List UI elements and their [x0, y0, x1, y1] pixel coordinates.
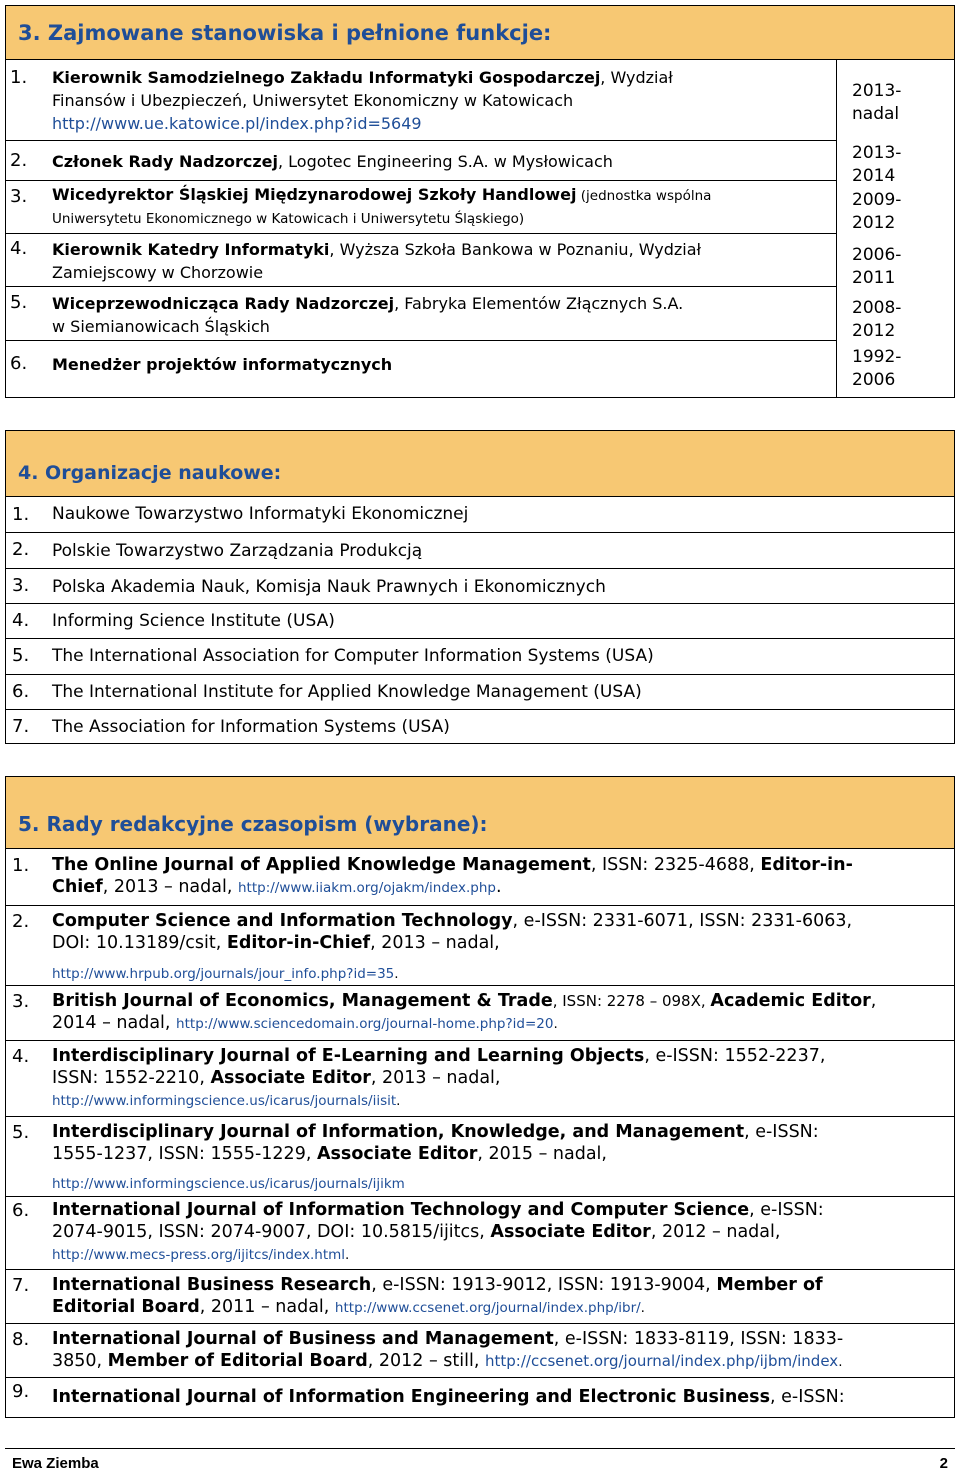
position-detail: , Fabryka Elementów Złącznych S.A.	[394, 294, 684, 313]
org-name: Naukowe Towarzystwo Informatyki Ekonomicznej	[52, 504, 469, 524]
position-title: Wicedyrektor Śląskiej Międzynarodowej Szkoły Handlowej	[52, 185, 577, 204]
year-end: 2006	[852, 370, 896, 390]
journal-title: Computer Science and Information Technology	[52, 911, 513, 931]
journal-row-1	[6, 849, 954, 905]
journal-title: International Journal of Information Engineering and Electronic Business	[52, 1387, 771, 1407]
journal-end: .	[394, 966, 399, 982]
journal-period: 2014 – nadal,	[52, 1013, 177, 1033]
journal-row-6	[6, 1196, 954, 1269]
item-number: 2.	[12, 539, 30, 560]
journal-row-8	[6, 1323, 954, 1377]
journal-role: Editor-in-Chief	[226, 933, 371, 953]
org-row	[6, 709, 954, 744]
position-detail: , Wyższa Szkoła Bankowa w Poznaniu, Wydział	[329, 240, 702, 259]
journal-text	[52, 1121, 948, 1195]
position-text	[52, 150, 832, 173]
journal-issn2: ISSN: 1552-2210,	[52, 1068, 211, 1088]
item-number: 4.	[12, 1046, 30, 1067]
position-detail: , Logotec Engineering S.A. w Mysłowicach	[277, 152, 613, 171]
org-name: Informing Science Institute (USA)	[52, 611, 335, 631]
position-title: Kierownik Katedry Informatyki	[52, 240, 330, 259]
journal-role-end: ,	[870, 991, 877, 1011]
years-6	[852, 346, 901, 392]
year-end: 2012	[852, 213, 896, 233]
position-detail-line2: w Siemianowicach Śląskich	[52, 317, 270, 336]
position-title: Członek Rady Nadzorczej	[52, 152, 278, 171]
journal-period: , 2012 – nadal,	[650, 1222, 781, 1242]
year-start: 2009-	[852, 190, 902, 210]
journal-link[interactable]: http://www.iiakm.org/ojakm/index.php	[237, 880, 496, 896]
journal-text	[52, 1274, 948, 1319]
item-number: 6.	[12, 1200, 30, 1221]
journal-period: , 2012 – still,	[367, 1351, 485, 1371]
position-text	[52, 66, 832, 135]
item-number: 2.	[12, 911, 30, 932]
journal-role: Associate Editor	[316, 1144, 478, 1164]
journal-end: .	[838, 1354, 843, 1370]
journal-issn: , e-ISSN: 1913-9012, ISSN: 1913-9004,	[371, 1275, 717, 1295]
item-number: 4.	[10, 238, 28, 259]
year-start: 2013-	[852, 81, 902, 101]
journal-text	[52, 990, 948, 1035]
journal-period: , 2013 – nadal,	[370, 933, 500, 953]
journal-end: .	[345, 1247, 350, 1263]
journal-end: .	[495, 877, 502, 897]
item-number: 5.	[10, 292, 28, 313]
item-number: 8.	[12, 1329, 30, 1350]
item-number: 1.	[12, 855, 30, 876]
journal-issn: , e-ISSN: 1552-2237,	[644, 1046, 826, 1066]
year-end: nadal	[852, 104, 900, 124]
journal-link[interactable]: http://www.mecs-press.org/ijitcs/index.html	[52, 1247, 346, 1263]
org-row	[6, 674, 954, 709]
journal-period: , 2013 – nadal,	[370, 1068, 501, 1088]
row-divider	[6, 233, 836, 234]
journal-link[interactable]: http://www.sciencedomain.org/journal-home.php?id=20	[176, 1016, 554, 1032]
item-number: 6.	[12, 681, 30, 702]
position-text	[52, 292, 832, 338]
year-start: 2008-	[852, 298, 902, 318]
journal-issn: , e-ISSN: 1833-8119, ISSN: 1833-	[553, 1329, 844, 1349]
item-number: 4.	[12, 610, 30, 631]
item-number: 3.	[10, 186, 28, 207]
org-row	[6, 568, 954, 603]
journal-row-5	[6, 1116, 954, 1196]
journal-end: .	[396, 1093, 401, 1109]
journal-role-cont: Chief	[52, 877, 103, 897]
position-detail: (jednostka wspólna	[576, 188, 712, 204]
journal-title: International Journal of Information Technology and Computer Science	[52, 1200, 750, 1220]
item-number: 3.	[12, 991, 30, 1012]
position-detail-line2: Zamiejscowy w Chorzowie	[52, 263, 264, 282]
journal-role-cont: Editorial Board	[52, 1297, 200, 1317]
journal-row-7	[6, 1269, 954, 1323]
journal-issn2: 3850,	[52, 1351, 108, 1371]
row-divider	[6, 340, 836, 341]
org-row	[6, 638, 954, 674]
years-5	[852, 297, 901, 343]
item-number: 5.	[12, 1122, 30, 1143]
journal-end: .	[640, 1300, 645, 1316]
journal-issn: , e-ISSN: 2331-6071, ISSN: 2331-6063,	[512, 911, 853, 931]
item-number: 3.	[12, 575, 30, 596]
item-number: 7.	[12, 716, 30, 737]
journal-text	[52, 910, 948, 985]
row-divider	[6, 180, 836, 181]
journal-role: Editor-in-	[760, 855, 853, 875]
org-name: Polskie Towarzystwo Zarządzania Produkcją	[52, 541, 423, 561]
journal-role: Associate Editor	[490, 1222, 651, 1242]
org-name: Polska Akademia Nauk, Komisja Nauk Prawnych i Ekonomicznych	[52, 577, 606, 597]
journal-period: , 2011 – nadal,	[199, 1297, 335, 1317]
journal-link[interactable]: http://www.hrpub.org/journals/jour_info.php?id=35	[52, 966, 395, 982]
section-4-table	[5, 430, 955, 744]
footer-divider	[5, 1448, 955, 1449]
journal-text	[52, 1045, 948, 1112]
item-number: 6.	[10, 353, 28, 374]
journal-period: , 2015 – nadal,	[477, 1144, 607, 1164]
row-divider	[6, 140, 836, 141]
journal-title: British Journal of Economics, Management & Trade	[52, 991, 553, 1011]
footer-author: Ewa Ziemba	[12, 1455, 99, 1472]
footer-page-number: 2	[939, 1455, 948, 1472]
item-number: 9.	[12, 1381, 30, 1402]
journal-issn: , e-ISSN:	[749, 1200, 824, 1220]
years-1	[852, 80, 901, 126]
journal-role: Associate Editor	[210, 1068, 371, 1088]
position-title: Wiceprzewodnicząca Rady Nadzorczej	[52, 294, 395, 313]
journal-row-9	[6, 1377, 954, 1419]
org-name: The Association for Information Systems (USA)	[52, 717, 450, 737]
journal-role: Academic Editor	[710, 991, 871, 1011]
journal-title: Interdisciplinary Journal of E-Learning and Learning Objects	[52, 1046, 645, 1066]
journal-link[interactable]: http://www.ccsenet.org/journal/index.php/ibr/	[334, 1300, 641, 1316]
item-number: 7.	[12, 1275, 30, 1296]
section-3-title: 3. Zajmowane stanowiska i pełnione funkcje:	[18, 20, 552, 45]
journal-role: Member of	[716, 1275, 823, 1295]
journal-title: The Online Journal of Applied Knowledge Management	[52, 855, 591, 875]
section-5-header	[6, 777, 954, 849]
journal-text	[52, 1199, 948, 1266]
year-start: 1992-	[852, 347, 902, 367]
position-row-1	[6, 64, 836, 140]
journal-issn: , e-ISSN:	[744, 1122, 819, 1142]
journal-issn: , e-ISSN:	[770, 1387, 845, 1407]
org-row	[6, 497, 954, 532]
journal-title: International Journal of Business and Management	[52, 1329, 554, 1349]
journal-end: .	[553, 1016, 558, 1032]
year-start: 2013-	[852, 143, 902, 163]
journal-row-2	[6, 905, 954, 985]
journal-text	[52, 854, 948, 899]
journal-row-4	[6, 1040, 954, 1116]
section-3-header	[6, 6, 954, 60]
org-name: The International Institute for Applied Knowledge Management (USA)	[52, 682, 642, 702]
journal-issn2: 1555-1237, ISSN: 1555-1229,	[52, 1144, 317, 1164]
position-link[interactable]: http://www.ue.katowice.pl/index.php?id=5649	[52, 114, 422, 133]
position-title: Kierownik Samodzielnego Zakładu Informatyki Gospodarczej	[52, 68, 601, 87]
year-start: 2006-	[852, 245, 902, 265]
section-3-table	[5, 5, 955, 398]
year-end: 2014	[852, 166, 896, 186]
org-row	[6, 532, 954, 568]
section-5-title: 5. Rady redakcyjne czasopism (wybrane):	[18, 812, 488, 836]
position-text	[52, 238, 832, 284]
year-end: 2011	[852, 268, 896, 288]
year-end: 2012	[852, 321, 896, 341]
years-4	[852, 244, 901, 290]
journal-link[interactable]: http://ccsenet.org/journal/index.php/ijbm/index	[485, 1352, 839, 1370]
journal-row-3	[6, 985, 954, 1040]
section-4-title: 4. Organizacje naukowe:	[18, 462, 282, 484]
row-divider	[6, 286, 836, 287]
journal-issn: , ISSN: 2278 – 098X,	[552, 992, 711, 1010]
position-detail-line2: Finansów i Ubezpieczeń, Uniwersytet Ekonomiczny w Katowicach	[52, 91, 574, 110]
years-column-divider	[836, 60, 837, 397]
journal-link[interactable]: http://www.informingscience.us/icarus/journals/iisit	[52, 1093, 397, 1109]
section-5-table	[5, 776, 955, 1418]
journal-issn2: 2074-9015, ISSN: 2074-9007, DOI: 10.5815/ijitcs,	[52, 1222, 491, 1242]
position-text	[52, 353, 832, 376]
section-4-header	[6, 431, 954, 497]
item-number: 1.	[10, 67, 28, 88]
item-number: 1.	[12, 504, 30, 525]
journal-issn: , ISSN: 2325-4688,	[590, 855, 761, 875]
item-number: 5.	[12, 645, 30, 666]
position-detail: , Wydział	[600, 68, 673, 87]
item-number: 2.	[10, 150, 28, 171]
journal-period: , 2013 – nadal,	[102, 877, 238, 897]
journal-text	[52, 1386, 948, 1408]
journal-title: Interdisciplinary Journal of Information, Knowledge, and Management	[52, 1122, 745, 1142]
position-title: Menedżer projektów informatycznych	[52, 355, 393, 374]
journal-role: Member of Editorial Board	[107, 1351, 368, 1371]
years-3	[852, 189, 901, 235]
journal-title: International Business Research	[52, 1275, 372, 1295]
years-2	[852, 142, 901, 188]
position-detail-line2: Uniwersytetu Ekonomicznego w Katowicach i Uniwersytetu Śląskiego)	[52, 211, 525, 227]
position-text	[52, 184, 832, 230]
org-row	[6, 603, 954, 638]
journal-text	[52, 1328, 948, 1373]
journal-link[interactable]: http://www.informingscience.us/icarus/journals/ijikm	[52, 1176, 405, 1192]
org-name: The International Association for Computer Information Systems (USA)	[52, 646, 654, 666]
journal-doi: DOI: 10.13189/csit,	[52, 933, 227, 953]
